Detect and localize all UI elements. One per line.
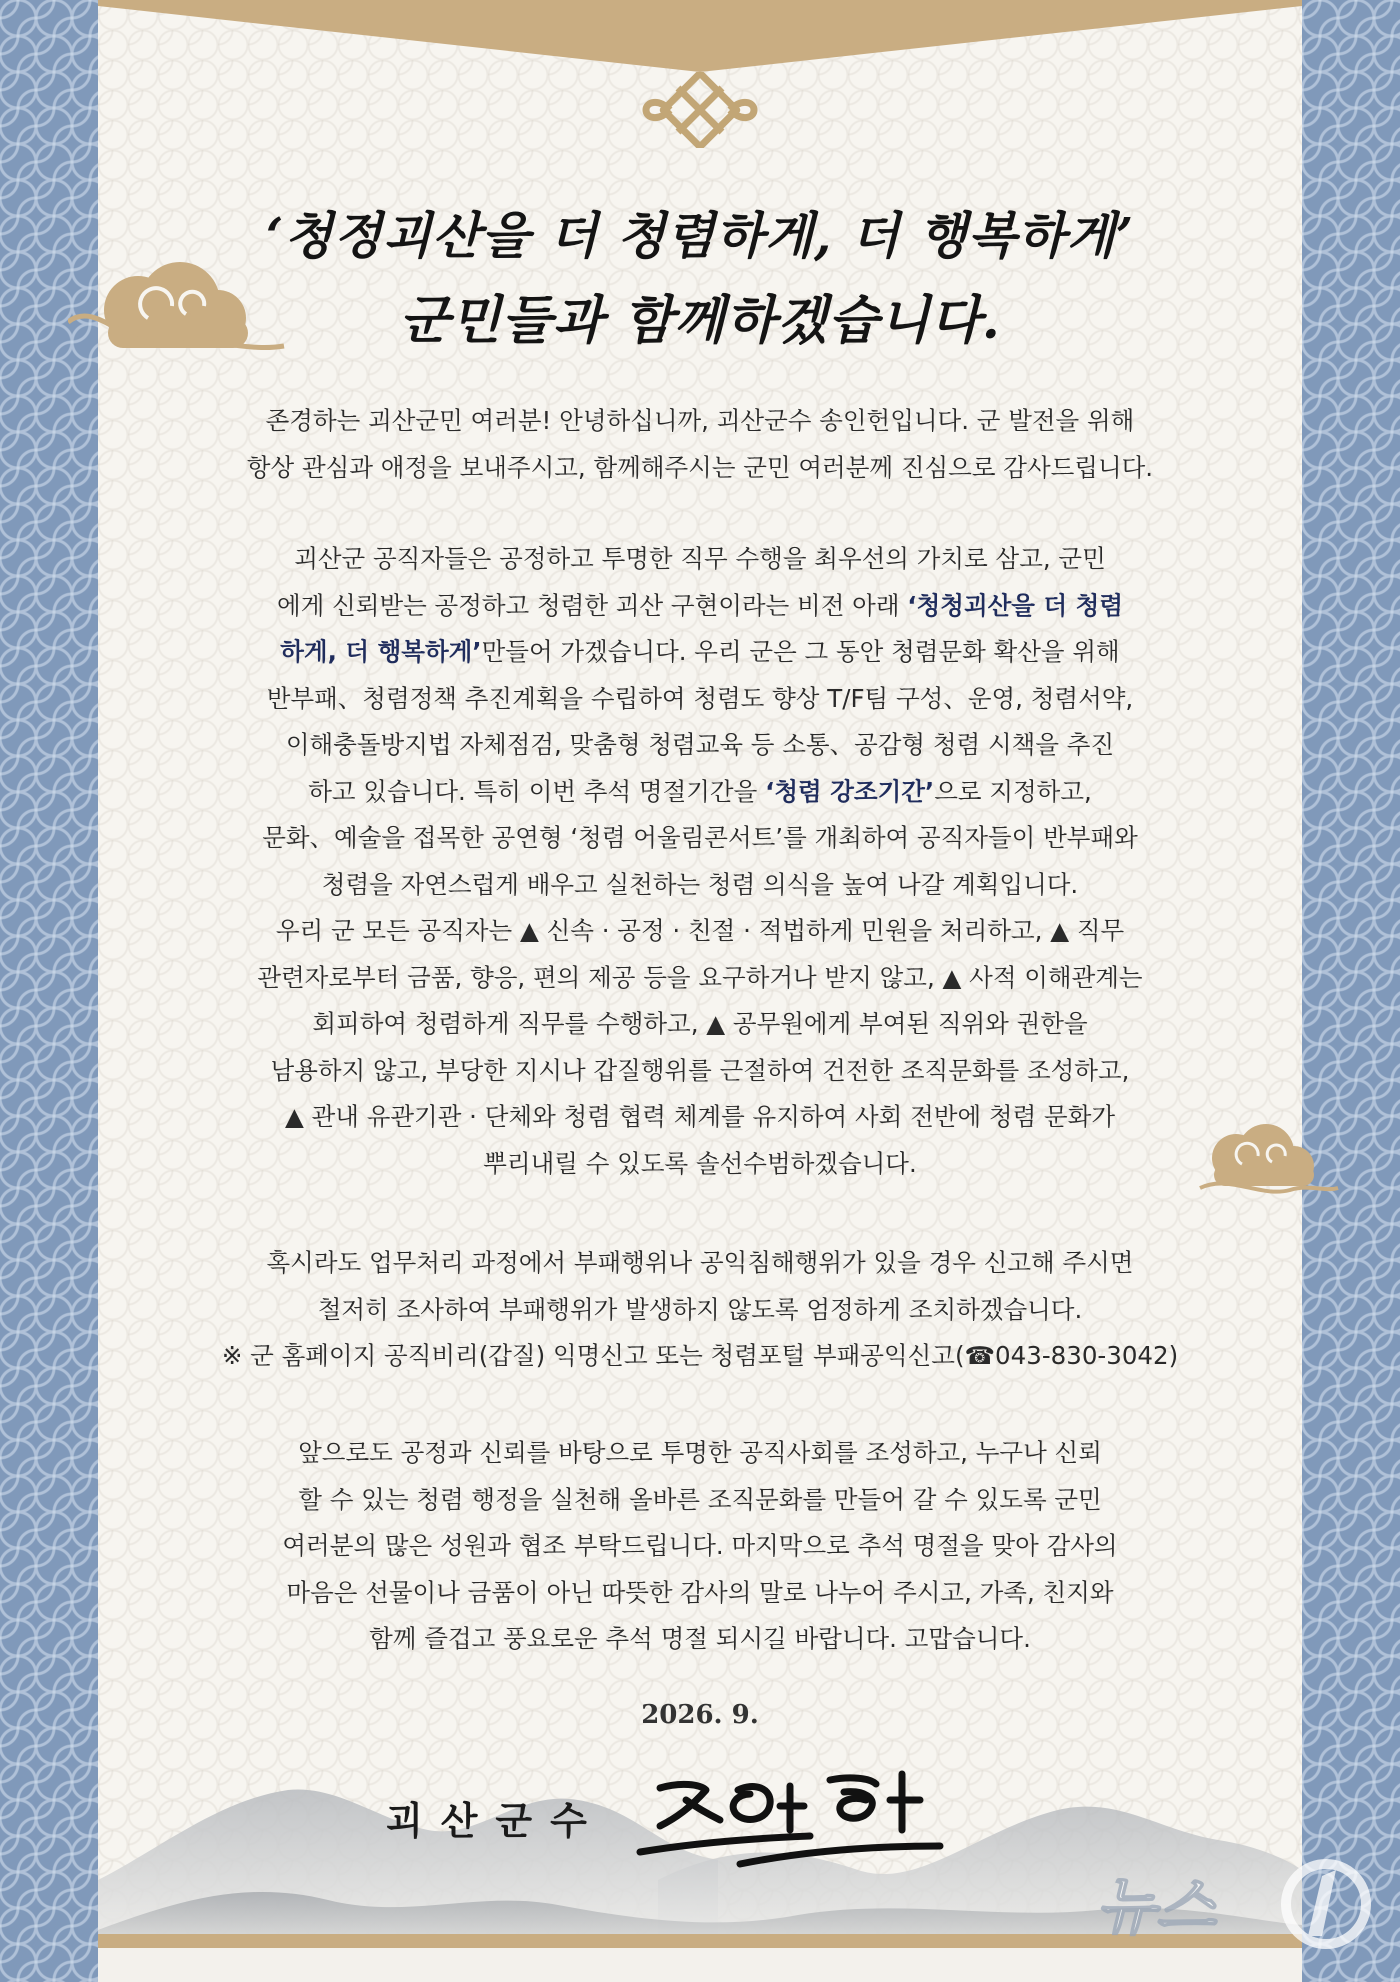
closing-paragraph bbox=[140, 1430, 1260, 1663]
report-paragraph bbox=[140, 1240, 1260, 1380]
handwritten-signature bbox=[620, 1760, 960, 1880]
text-line: 앞으로도 공정과 신뢰를 바탕으로 투명한 공직사회를 조성하고, 누구나 신뢰 bbox=[298, 1438, 1102, 1467]
period-highlight: ‘청렴 강조기간’ bbox=[765, 776, 935, 806]
text-line: 청렴을 자연스럽게 배우고 실천하는 청렴 의식을 높여 나갈 계획입니다. bbox=[321, 869, 1079, 899]
text-line: 회피하여 청렴하게 직무를 수행하고, ▲ 공무원에게 부여된 직위와 권한을 bbox=[312, 1009, 1088, 1038]
greeting-paragraph bbox=[140, 398, 1260, 491]
text-line bbox=[140, 769, 1260, 816]
text-line bbox=[140, 629, 1260, 676]
text-line: 괴산군 공직자들은 공정하고 투명한 직무 수행을 최우선의 가치로 삼고, 군민 bbox=[294, 544, 1106, 573]
text-line: 철저히 조사하여 부패행위가 발생하지 않도록 엄정하게 조치하겠습니다. bbox=[317, 1294, 1083, 1324]
text-line: 문화、예술을 접목한 공연형 ‘청렴 어울림콘서트’를 개최하여 공직자들이 반부패와 bbox=[262, 823, 1138, 852]
headline-line-1: ‘청정괴산을 더 청렴하게, 더 행복하게’ bbox=[265, 206, 1135, 265]
text-line: 우리 군 모든 공직자는 ▲ 신속 · 공정 · 친절 · 적법하게 민원을 처리하고, ▲ 직무 bbox=[275, 916, 1125, 945]
letter-date: 2026. 9. bbox=[641, 1700, 759, 1730]
endless-knot-ornament-icon bbox=[640, 72, 760, 148]
text-line: ▲ 관내 유관기관 · 단체와 청렴 협력 체계를 유지하여 사회 전반에 청렴 문화가 bbox=[284, 1102, 1116, 1131]
text-line: 여러분의 많은 성원과 협조 부탁드립니다. 마지막으로 추석 명절을 맞아 감사의 bbox=[282, 1531, 1118, 1560]
text-line: 반부패、청렴정책 추진계획을 수립하여 청렴도 향상 T/F팀 구성、운영, 청렴서약, bbox=[266, 683, 1134, 713]
integrity-paragraph bbox=[140, 536, 1260, 1187]
svg-text:뉴스: 뉴스 bbox=[1096, 1870, 1216, 1943]
slogan-highlight: 하게, 더 행복하게’ bbox=[280, 637, 482, 666]
text-line: 이해충돌방지법 자체점검, 맞춤형 청렴교육 등 소통、공감형 청렴 시책을 추진 bbox=[285, 730, 1115, 759]
text-line: 함께 즐겁고 풍요로운 추석 명절 되시길 바랍니다. 고맙습니다. bbox=[369, 1624, 1031, 1653]
top-gold-band bbox=[98, 0, 1302, 72]
text-line: 할 수 있는 청렴 행정을 실천해 올바른 조직문화를 만들어 갈 수 있도록 군민 bbox=[298, 1484, 1102, 1514]
text-segment: 만들어 가겠습니다. 우리 군은 그 동안 청렴문화 확산을 위해 bbox=[481, 637, 1120, 666]
text-line: 항상 관심과 애정을 보내주시고, 함께해주시는 군민 여러분께 진심으로 감사드립니다. bbox=[246, 452, 1154, 482]
text-line: 혹시라도 업무처리 과정에서 부패행위나 공익침해행위가 있을 경우 신고해 주시면 bbox=[266, 1248, 1134, 1277]
text-line: 뿌리내릴 수 있도록 솔선수범하겠습니다. bbox=[483, 1148, 917, 1178]
text-line: 마음은 선물이나 금품이 아닌 따뜻한 감사의 말로 나누어 주시고, 가족, 친지와 bbox=[286, 1577, 1114, 1607]
text-line: 남용하지 않고, 부당한 지시나 갑질행위를 근절하여 건전한 조직문화를 조성하고, bbox=[270, 1055, 1130, 1085]
text-line: 관련자로부터 금품, 향응, 편의 제공 등을 요구하거나 받지 않고, ▲ 사적 이해관계는 bbox=[257, 962, 1143, 992]
text-segment: 에게 신뢰받는 공정하고 청렴한 괴산 구현이라는 비전 아래 bbox=[276, 590, 908, 620]
text-line: 존경하는 괴산군민 여러분! 안녕하십니까, 괴산군수 송인헌입니다. 군 발전을 위해 bbox=[265, 406, 1135, 435]
report-contact-note: ※ 군 홈페이지 공직비리(갑질) 익명신고 또는 청렴포털 부패공익신고(☎043-830-3042) bbox=[221, 1341, 1179, 1370]
text-line bbox=[140, 583, 1260, 630]
headline-line-2: 군민들과 함께하겠습니다. bbox=[399, 290, 1001, 351]
bottom-paper-strip bbox=[98, 1948, 1302, 1982]
slogan-highlight: ‘청청괴산을 더 청렴 bbox=[907, 590, 1123, 620]
text-segment: 하고 있습니다. 특히 이번 추석 명절기간을 bbox=[308, 776, 766, 806]
text-segment: 으로 지정하고, bbox=[934, 776, 1092, 806]
news1-watermark-logo bbox=[1090, 1850, 1390, 1950]
signer-title: 괴산군수 bbox=[386, 1799, 605, 1843]
right-pattern-border bbox=[1302, 0, 1400, 1982]
